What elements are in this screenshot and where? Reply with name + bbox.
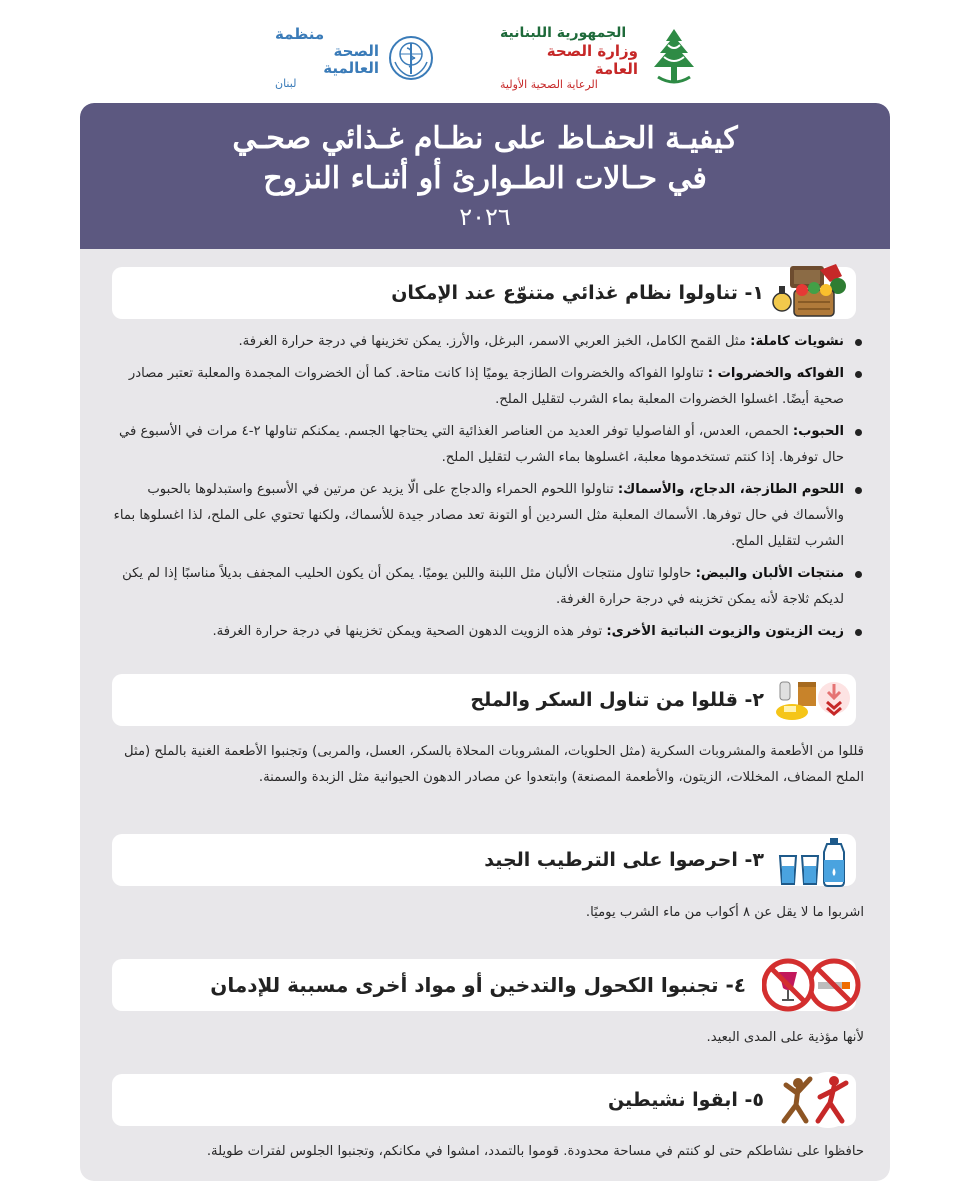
year-label: ٢٠٢٦ — [459, 203, 511, 231]
section-1-header — [112, 267, 856, 319]
item-text: تناولوا الفواكه والخضروات الطازجة يوميًا إذا كانت متاحة. كما أن الخضروات المجمدة والمعلبة تعتبر مصادر صحية أيضًا. اغسلوا الخضروات المعلبة بماء الشرب لتقليل الملح. — [128, 366, 844, 407]
section-5-header — [112, 1074, 856, 1126]
item-term: نشويات كاملة: — [750, 334, 844, 349]
section-5-title: ٥- ابقوا نشيطين — [607, 1089, 764, 1111]
section-5-text: حافظوا على نشاطكم حتى لو كنتم في مساحة محدودة. قوموا بالتمدد، امشوا في مكانكم، وتجنبوا الجلوس لفترات طويلة. — [206, 1144, 864, 1159]
item-term: الحبوب: — [792, 424, 844, 439]
sugar-salt-reduce-icon — [772, 666, 852, 734]
item-text: توفر هذه الزويت الدهون الصحية ويمكن تخزينها في درجة حرارة الغرفة. — [212, 624, 607, 639]
section-1-title: ١- تناولوا نظام غذائي متنوّع عند الإمكان — [391, 282, 764, 304]
list-item — [104, 419, 866, 471]
list-item — [104, 561, 866, 613]
exercise-icon — [772, 1066, 852, 1134]
who-emblem-icon — [387, 34, 435, 82]
who-name-line1: منظمة — [275, 24, 325, 43]
section-4-title: ٤- تجنبوا الكحول والتدخين أو مواد أخرى مسببة للإدمان — [210, 973, 746, 997]
item-text: حاولوا تناول منتجات الألبان مثل اللبنة واللبن يوميًا. يمكن أن يكون الحليب المجفف بديلاً مناسبًا إذا لم يكن لديكم ثلاجة لأنه يمكن تخزينه في درجة حرارة الغرفة. — [122, 566, 844, 607]
logos-bar — [0, 18, 970, 98]
cedar-icon — [648, 27, 700, 89]
who-country: لبنان — [275, 76, 297, 90]
ministry-logo — [500, 18, 700, 98]
section-3-title: ٣- احرصوا على الترطيب الجيد — [484, 849, 764, 871]
item-term: اللحوم الطازجة، الدجاج، والأسماك: — [617, 482, 844, 497]
section-4-text: لأنها مؤذية على المدى البعيد. — [706, 1030, 864, 1045]
list-item — [104, 477, 866, 555]
item-term: الفواكه والخضروات : — [707, 366, 844, 381]
item-text: الحمص، العدس، أو الفاصوليا توفر العديد من العناصر الغذائية التي يحتاجها الجسم. يمكنكم تناولها ٢-٤ مرات في الأسبوع في حال توفرها. إذا كنتم تستخدموها معلبة، اغسلوها بماء الشرب لتقليل الملح. — [118, 424, 844, 465]
food-basket-icon — [772, 259, 852, 327]
page-title-line2: في حـالات الطـوارئ أو أثنـاء النزوح — [263, 161, 707, 196]
section-3-header — [112, 834, 856, 886]
section-1-list — [104, 329, 866, 651]
who-name-line2: الصحة العالمية — [323, 41, 379, 77]
content-card — [80, 103, 890, 1181]
page-title-line1: كيفيـة الحفـاظ على نظـام غـذائي صحـي — [232, 121, 738, 156]
list-item — [104, 361, 866, 413]
water-glasses-icon — [772, 826, 852, 894]
primary-care-label: الرعاية الصحية الأولية — [500, 77, 598, 91]
section-2-title: ٢- قللوا من تناول السكر والملح — [470, 689, 764, 711]
item-text: تناولوا اللحوم الحمراء والدجاج على الّا يزيد عن مرتين في الأسبوع واستبدلوها بالحبوب والأسماك في حال توفرها. الأسماك المعلبة مثل السردين أو التونة تعد مصادر جيدة للأسماك، ولكنها تحتوي على الملح، لذا اغسلوها بماء الشرب لتقليل الملح. — [113, 482, 844, 549]
title-banner — [80, 103, 890, 249]
section-4-header — [112, 959, 856, 1011]
item-term: منتجات الألبان والبيض: — [695, 566, 844, 581]
section-2-header — [112, 674, 856, 726]
list-item — [104, 619, 866, 645]
list-item — [104, 329, 866, 355]
republic-name: الجمهورية اللبنانية — [500, 24, 627, 41]
section-2-text: قللوا من الأطعمة والمشروبات السكرية (مثل الحلويات، المشروبات المحلاة بالسكر، العسل، والمربى) وتجنبوا الأطعمة الغنية بالملح (مثل الملح المضاف، المخللات، الزيتون، والأطعمة المصنعة) وابتعدوا عن مصادر الدهون الحيوانية مثل الزبدة والسمنة. — [124, 744, 864, 785]
item-term: زيت الزيتون والزيوت النباتية الأخرى: — [606, 624, 844, 639]
no-alcohol-no-smoking-icon — [762, 951, 862, 1019]
who-logo — [275, 18, 435, 98]
section-3-text: اشربوا ما لا يقل عن ٨ أكواب من ماء الشرب يوميًا. — [585, 905, 864, 920]
item-text: مثل القمح الكامل، الخبز العربي الاسمر، البرغل، والأرز. يمكن تخزينها في درجة حرارة الغرفة. — [238, 334, 751, 349]
ministry-name: وزارة الصحة العامة — [546, 41, 638, 78]
